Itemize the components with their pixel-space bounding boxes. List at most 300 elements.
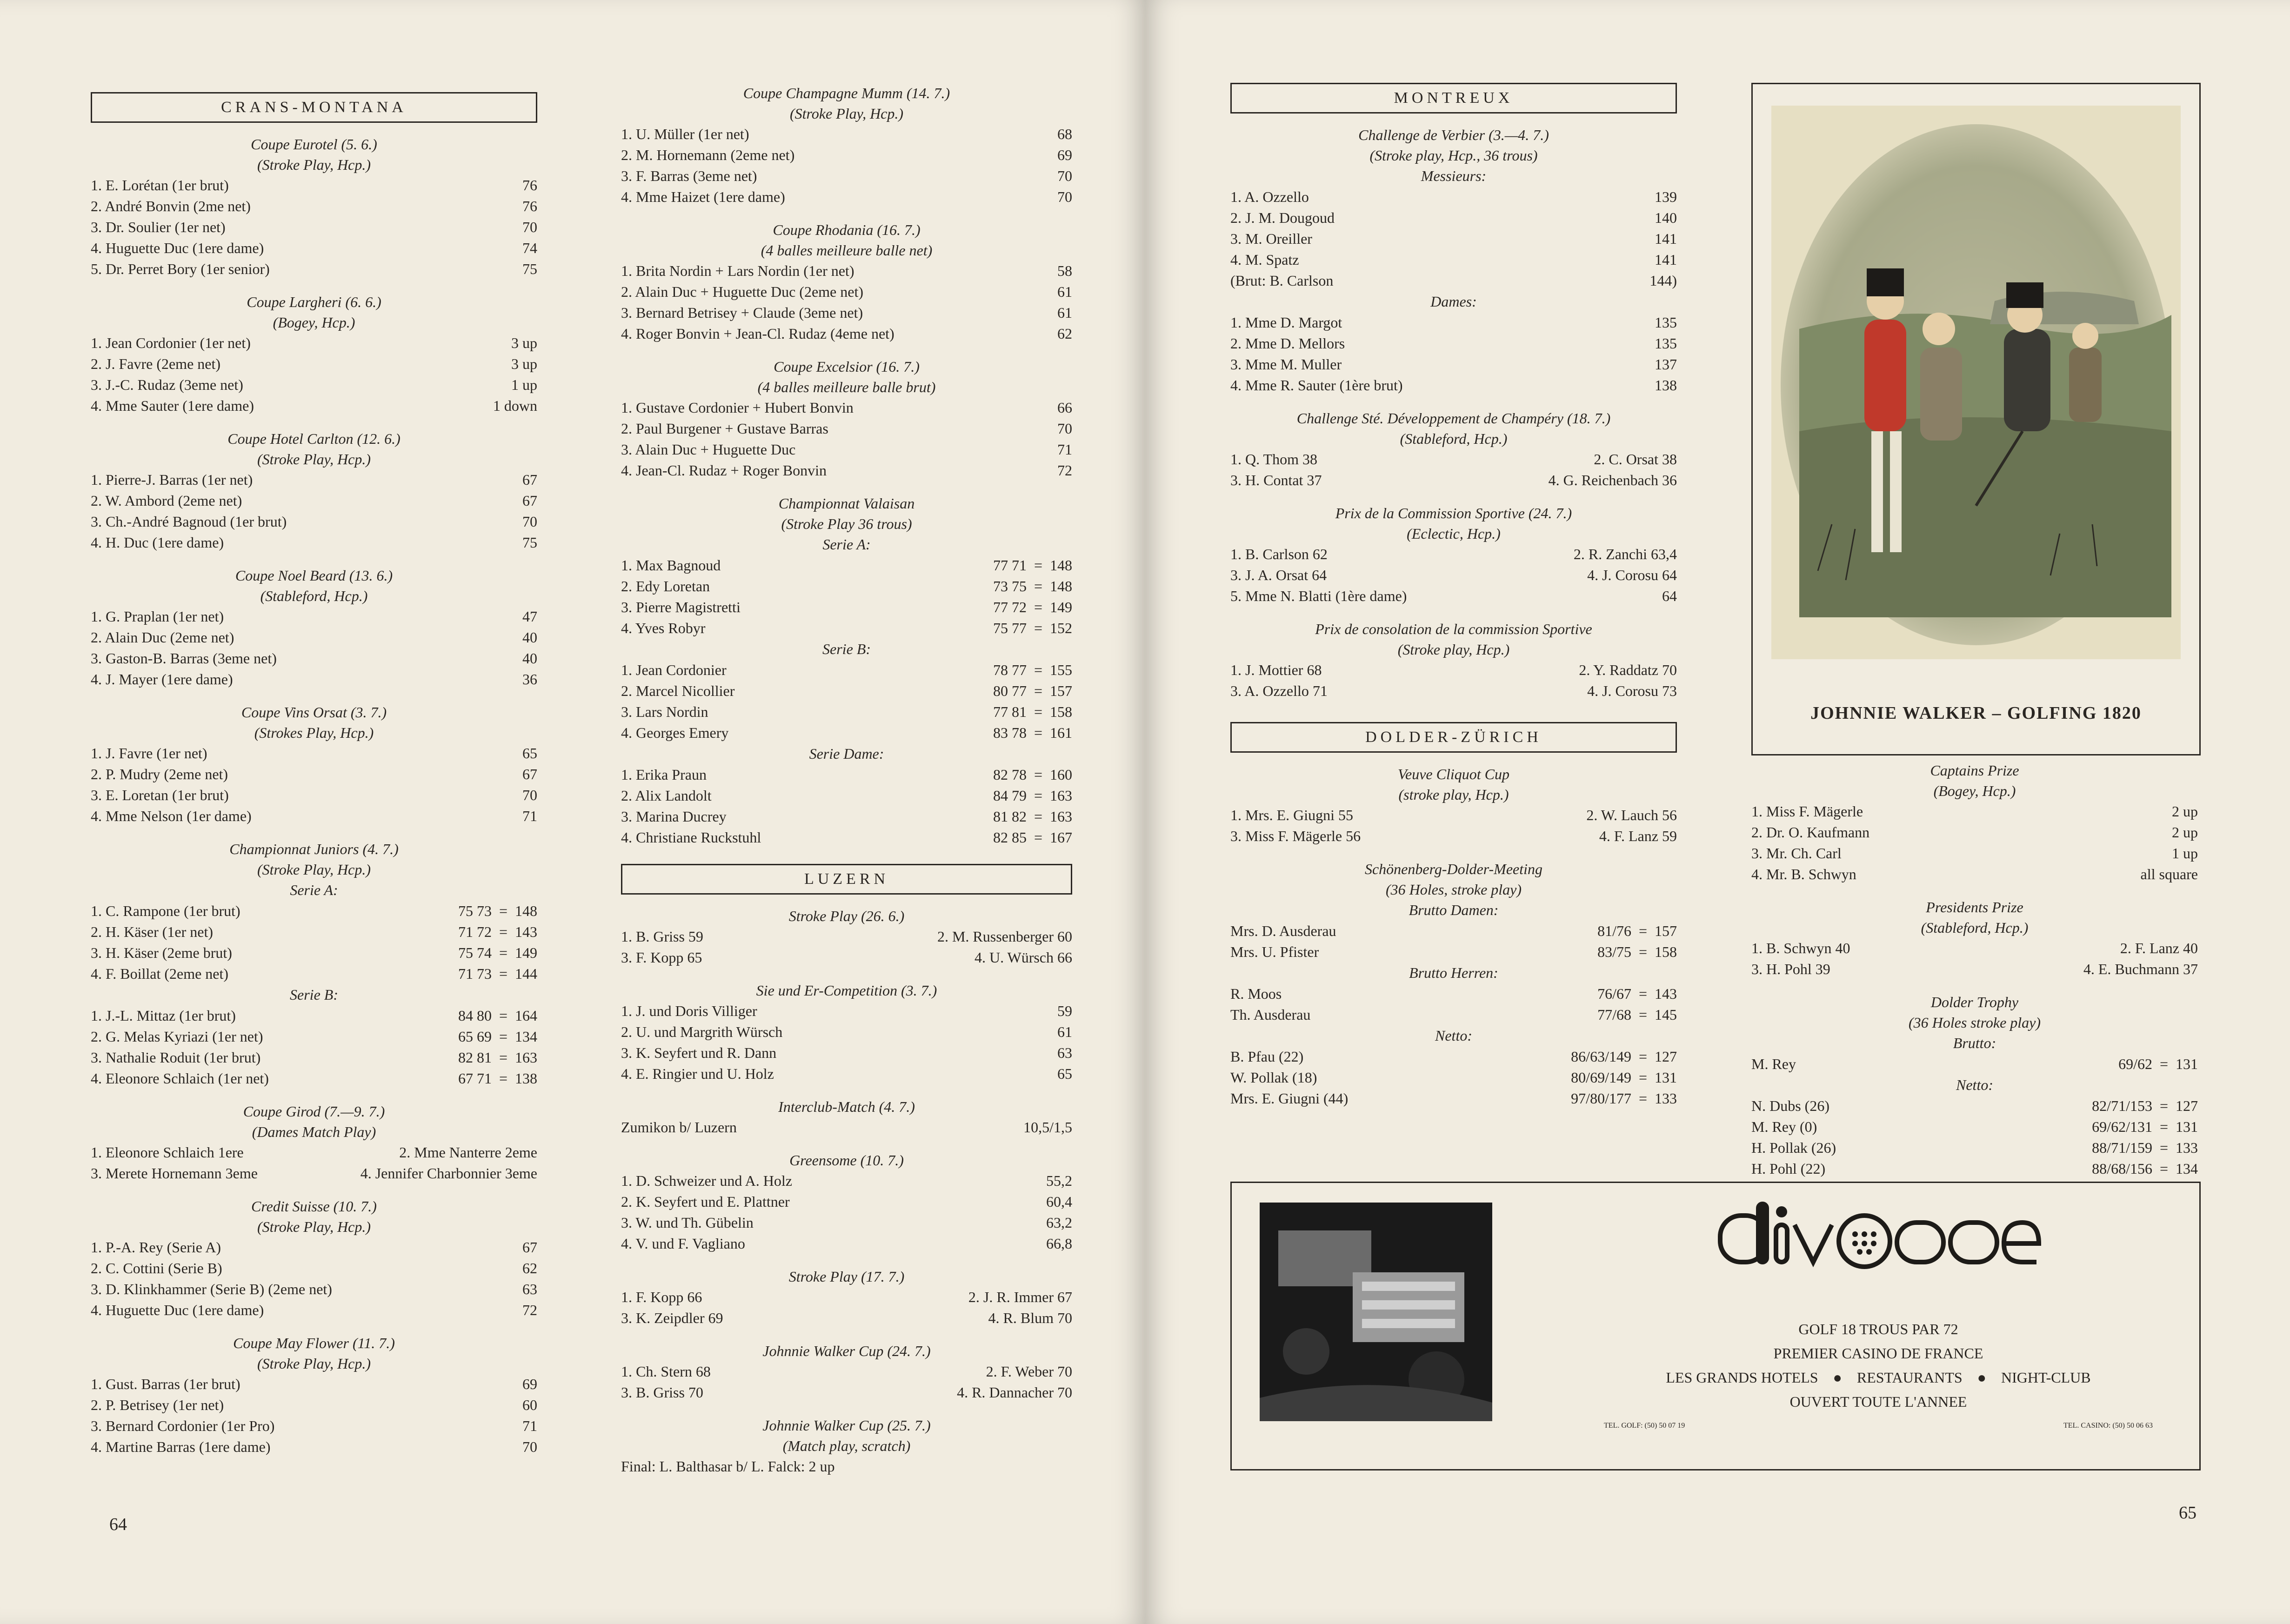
score: 61 <box>1057 283 1072 300</box>
player-name: 2. Edy Loretan <box>621 578 710 595</box>
result-row <box>621 1287 1072 1308</box>
result-block <box>621 344 1072 481</box>
result-block <box>1230 396 1677 491</box>
ad-feature-restaurants: RESTAURANTS <box>1856 1369 1963 1386</box>
score: 137 <box>1655 356 1677 373</box>
score: 4. J. Corosu 64 <box>1587 567 1677 583</box>
result-row <box>1230 565 1677 586</box>
score: 76/67 = 143 <box>1597 985 1677 1002</box>
competition-title: Veuve Cliquot Cup <box>1398 766 1509 782</box>
competition-format: (Stableford, Hcp.) <box>1921 919 2029 936</box>
player-name: 1. P.-A. Rey (Serie A) <box>91 1239 221 1256</box>
score: 78 77 = 155 <box>993 662 1072 678</box>
results-list <box>621 83 1072 848</box>
player-name: (Brut: B. Carlson <box>1230 272 1334 289</box>
result-block <box>621 1138 1072 1254</box>
score: 2. Y. Raddatz 70 <box>1579 662 1677 678</box>
result-row <box>1751 801 2198 822</box>
right-column-1 <box>1230 83 1677 1109</box>
player-name: 3. K. Seyfert und R. Dann <box>621 1044 777 1061</box>
score: 62 <box>522 1260 537 1276</box>
result-row <box>1230 544 1677 565</box>
player-name: 1. Q. Thom 38 <box>1230 451 1317 468</box>
score: 67 <box>522 766 537 782</box>
result-block <box>621 1084 1072 1138</box>
competition-title: Johnnie Walker Cup (24. 7.) <box>762 1343 931 1359</box>
player-name: 4. Christiane Ruckstuhl <box>621 829 761 846</box>
competition-format: (Stroke play, Hcp.) <box>1397 641 1510 658</box>
score: 3 up <box>511 334 537 351</box>
result-block <box>1230 962 1677 1025</box>
score: 65 69 = 134 <box>458 1028 537 1045</box>
score: 97/80/177 = 133 <box>1571 1090 1677 1107</box>
result-row <box>91 743 537 764</box>
player-name: Mrs. E. Giugni (44) <box>1230 1090 1349 1107</box>
player-name: 2. W. Ambord (2eme net) <box>91 492 242 509</box>
series-label: Brutto: <box>1953 1035 1996 1051</box>
result-block <box>621 639 1072 743</box>
result-row <box>91 354 537 374</box>
score: 70 <box>1057 420 1072 437</box>
player-name: 4. Jean-Cl. Rudaz + Roger Bonvin <box>621 462 827 479</box>
player-name: 4. Mme R. Sauter (1ère brut) <box>1230 377 1403 394</box>
player-name: 1. A. Ozzello <box>1230 188 1309 205</box>
player-name: 3. Marina Ducrey <box>621 808 727 825</box>
section-header-montreux: MONTREUX <box>1230 83 1677 114</box>
score: 59 <box>1057 1002 1072 1019</box>
player-name: 3. J. A. Orsat 64 <box>1230 567 1327 583</box>
player-name: N. Dubs (26) <box>1751 1097 1829 1114</box>
competition-title: Coupe Vins Orsat (3. 7.) <box>241 704 387 721</box>
competition-title: Schönenberg-Dolder-Meeting <box>1364 861 1543 877</box>
ad-feature-nightclub: NIGHT-CLUB <box>2001 1369 2091 1386</box>
player-name: 1. J. Mottier 68 <box>1230 662 1322 678</box>
result-row <box>1230 333 1677 354</box>
result-row <box>1230 470 1677 491</box>
competition-title: Coupe Rhodania (16. 7.) <box>773 221 921 238</box>
player-name: 3. Bernard Cordonier (1er Pro) <box>91 1417 275 1434</box>
result-row <box>621 1361 1072 1382</box>
result-row <box>91 238 537 259</box>
score: 61 <box>1057 304 1072 321</box>
player-name: 1. Ch. Stern 68 <box>621 1363 711 1380</box>
score: 77 72 = 149 <box>993 599 1072 615</box>
result-block <box>621 1254 1072 1329</box>
player-name: 2. André Bonvin (2me net) <box>91 198 251 214</box>
score: 63,2 <box>1046 1214 1072 1231</box>
score: 40 <box>522 650 537 667</box>
score: 4. J. Corosu 73 <box>1587 682 1677 699</box>
player-name: 4. J. Mayer (1ere dame) <box>91 671 233 688</box>
result-row <box>1230 1046 1677 1067</box>
result-block <box>91 1184 537 1321</box>
series-label: Serie B: <box>290 986 338 1003</box>
result-block <box>621 968 1072 1084</box>
player-name: 1. Pierre-J. Barras (1er net) <box>91 471 253 488</box>
player-name: M. Rey <box>1751 1056 1796 1072</box>
result-row <box>1230 1067 1677 1088</box>
score: 69 <box>1057 147 1072 163</box>
score: 55,2 <box>1046 1172 1072 1189</box>
golfing-illustration <box>1771 106 2181 659</box>
page-number: 64 <box>109 1515 127 1534</box>
score: 71 <box>522 1417 537 1434</box>
results-list <box>1230 764 1677 1109</box>
result-row <box>621 660 1072 681</box>
score: 63 <box>522 1281 537 1297</box>
result-block <box>1230 125 1677 291</box>
result-row <box>91 942 537 963</box>
result-row <box>1751 959 2198 980</box>
score: 67 <box>522 1239 537 1256</box>
score: 75 <box>522 261 537 277</box>
player-name: 4. Mme Haizet (1ere dame) <box>621 188 785 205</box>
result-row <box>621 764 1072 785</box>
score: 67 <box>522 471 537 488</box>
player-name: 1. Mrs. E. Giugni 55 <box>1230 807 1353 823</box>
player-name: 1. U. Müller (1er net) <box>621 126 749 142</box>
competition-title: Coupe Hotel Carlton (12. 6.) <box>227 430 401 447</box>
player-name: 5. Mme N. Blatti (1ère dame) <box>1230 588 1407 604</box>
player-name: 1. Brita Nordin + Lars Nordin (1er net) <box>621 262 855 279</box>
result-row <box>621 597 1072 618</box>
player-name: 3. H. Käser (2eme brut) <box>91 944 232 961</box>
result-row <box>1751 864 2198 885</box>
score: 77/68 = 145 <box>1597 1006 1677 1023</box>
result-row <box>91 1416 537 1437</box>
competition-format: (36 Holes stroke play) <box>1908 1014 2041 1031</box>
player-name: 3. Mr. Ch. Carl <box>1751 845 1842 862</box>
score: 75 73 = 148 <box>458 902 537 919</box>
competition-title: Interclub-Match (4. 7.) <box>778 1098 915 1115</box>
score: 80/69/149 = 131 <box>1571 1069 1677 1086</box>
score: 2. M. Russenberger 60 <box>937 928 1072 945</box>
result-row <box>621 722 1072 743</box>
bullet-icon: ● <box>1833 1369 1842 1386</box>
result-row <box>91 1142 537 1163</box>
result-row <box>621 947 1072 968</box>
competition-format: (Match play, scratch) <box>782 1437 911 1454</box>
competition-title: Stroke Play (26. 6.) <box>788 908 905 924</box>
player-name: B. Pfau (22) <box>1230 1048 1304 1065</box>
result-row <box>91 806 537 827</box>
player-name: Final: L. Balthasar b/ L. Falck: 2 up <box>621 1458 835 1475</box>
player-name: 1. J. Favre (1er net) <box>91 745 207 762</box>
player-name: 4. Mme Sauter (1ere dame) <box>91 397 254 414</box>
score: 67 71 = 138 <box>458 1070 537 1087</box>
player-name: M. Rey (0) <box>1751 1118 1817 1135</box>
result-row <box>91 469 537 490</box>
series-label: Netto: <box>1956 1076 1993 1093</box>
player-name: 3. H. Contat 37 <box>1230 472 1322 488</box>
result-row <box>1230 826 1677 847</box>
result-row <box>621 281 1072 302</box>
result-row <box>91 1279 537 1300</box>
competition-title: Prix de consolation de la commission Sportive <box>1315 621 1592 637</box>
result-row <box>621 1001 1072 1022</box>
player-name: 4. M. Spatz <box>1230 251 1299 268</box>
result-row <box>1230 207 1677 228</box>
score: 65 <box>1057 1065 1072 1082</box>
series-label: Messieurs: <box>1421 167 1487 184</box>
player-name: H. Pohl (22) <box>1751 1160 1826 1177</box>
score: 2 up <box>2172 803 2198 820</box>
competition-format: (Stroke Play, Hcp.) <box>257 156 371 173</box>
player-name: 1. E. Lorétan (1er brut) <box>91 177 229 194</box>
score: 70 <box>1057 167 1072 184</box>
player-name: 3. Lars Nordin <box>621 703 708 720</box>
section-header-crans-montana: CRANS-MONTANA <box>91 92 537 123</box>
player-name: 2. J. Favre (2eme net) <box>91 355 221 372</box>
result-row <box>91 606 537 627</box>
score: 4. F. Lanz 59 <box>1599 828 1677 844</box>
score: 69/62 = 131 <box>2118 1056 2198 1072</box>
competition-title: Challenge Sté. Développement de Champéry (18. 7.) <box>1296 410 1611 427</box>
score: 40 <box>522 629 537 646</box>
ad-phones <box>1595 1414 2162 1438</box>
score: 63 <box>1057 1044 1072 1061</box>
player-name: 1. B. Carlson 62 <box>1230 546 1328 562</box>
score: 83/75 = 158 <box>1597 943 1677 960</box>
score: 71 <box>522 808 537 824</box>
player-name: 3. Miss F. Mägerle 56 <box>1230 828 1361 844</box>
result-row <box>91 648 537 669</box>
result-row <box>1751 822 2198 843</box>
result-row <box>91 764 537 785</box>
result-row <box>621 806 1072 827</box>
results-list <box>621 906 1072 1477</box>
ad-line-golf: GOLF 18 TROUS PAR 72 <box>1798 1321 1958 1337</box>
competition-title: Coupe May Flower (11. 7.) <box>233 1335 395 1351</box>
competition-title: Credit Suisse (10. 7.) <box>251 1198 377 1215</box>
player-name: 4. Georges Emery <box>621 724 729 741</box>
result-row <box>1230 228 1677 249</box>
score: 75 74 = 149 <box>458 944 537 961</box>
player-name: 2. Paul Burgener + Gustave Barras <box>621 420 828 437</box>
series-label: Serie A: <box>822 536 871 553</box>
competition-title: Coupe Eurotel (5. 6.) <box>251 136 377 153</box>
player-name: Mrs. U. Pfister <box>1230 943 1319 960</box>
score: 86/63/149 = 127 <box>1571 1048 1677 1065</box>
player-name: 4. Eleonore Schlaich (1er net) <box>91 1070 269 1087</box>
score: 141 <box>1655 251 1677 268</box>
result-row <box>91 333 537 354</box>
score: 66,8 <box>1046 1235 1072 1252</box>
player-name: W. Pollak (18) <box>1230 1069 1317 1086</box>
player-name: 3. F. Kopp 65 <box>621 949 702 966</box>
competition-format: (Bogey, Hcp.) <box>1933 782 2016 799</box>
result-row <box>91 627 537 648</box>
result-row <box>91 901 537 922</box>
result-row <box>621 302 1072 323</box>
series-label: Serie Dame: <box>809 745 884 762</box>
result-block <box>1230 291 1677 396</box>
player-name: 3. Pierre Magistretti <box>621 599 741 615</box>
player-name: 4. Huguette Duc (1ere dame) <box>91 1302 264 1318</box>
score: 66 <box>1057 399 1072 416</box>
player-name: 4. Mme Nelson (1er dame) <box>91 808 252 824</box>
score: 62 <box>1057 325 1072 342</box>
divonne-logo <box>1716 1202 2041 1271</box>
player-name: 1. B. Schwyn 40 <box>1751 940 1850 956</box>
left-column-2 <box>621 83 1072 1477</box>
player-name: 3. H. Pohl 39 <box>1751 961 1830 977</box>
score: 69/62/131 = 131 <box>2092 1118 2198 1135</box>
player-name: 3. W. und Th. Gübelin <box>621 1214 754 1231</box>
score: 61 <box>1057 1023 1072 1040</box>
score: 2. W. Lauch 56 <box>1586 807 1677 823</box>
player-name: 4. Huguette Duc (1ere dame) <box>91 240 264 256</box>
score: all square <box>2140 866 2198 882</box>
ad-features <box>1595 1365 2162 1390</box>
score: 70 <box>522 787 537 803</box>
player-name: 4. Roger Bonvin + Jean-Cl. Rudaz (4eme net) <box>621 325 895 342</box>
score: 141 <box>1655 230 1677 247</box>
result-row <box>91 963 537 984</box>
score: 75 77 = 152 <box>993 620 1072 636</box>
player-name: 2. K. Seyfert und E. Plattner <box>621 1193 790 1210</box>
score: 1 up <box>2172 845 2198 862</box>
score: 77 81 = 158 <box>993 703 1072 720</box>
score: 135 <box>1655 314 1677 331</box>
player-name: 2. Dr. O. Kaufmann <box>1751 824 1870 841</box>
competition-format: (stroke play, Hcp.) <box>1398 786 1509 803</box>
result-row <box>621 681 1072 702</box>
competition-title: Coupe Girod (7.—9. 7.) <box>243 1103 385 1120</box>
result-row <box>1230 270 1677 291</box>
player-name: 4. V. und F. Vagliano <box>621 1235 745 1252</box>
result-row <box>91 217 537 238</box>
result-row <box>621 261 1072 281</box>
result-row <box>1230 586 1677 607</box>
score: 72 <box>1057 462 1072 479</box>
result-row <box>621 1212 1072 1233</box>
result-block <box>621 1329 1072 1403</box>
result-row <box>621 926 1072 947</box>
score: 58 <box>1057 262 1072 279</box>
competition-format: (36 Holes, stroke play) <box>1385 881 1522 898</box>
result-row <box>91 922 537 942</box>
tel-golf: TEL. GOLF: (50) 50 07 19 <box>1604 1422 1685 1430</box>
result-block <box>1751 980 2198 1075</box>
result-row <box>1230 249 1677 270</box>
player-name: 2. P. Mudry (2eme net) <box>91 766 228 782</box>
result-row <box>621 418 1072 439</box>
result-row <box>621 397 1072 418</box>
score: 36 <box>522 671 537 688</box>
competition-title: Prix de la Commission Sportive (24. 7.) <box>1335 505 1572 521</box>
tel-casino: TEL. CASINO: (50) 50 06 63 <box>2063 1422 2153 1430</box>
score: 67 <box>522 492 537 509</box>
ad-line-open: OUVERT TOUTE L'ANNEE <box>1789 1393 1967 1410</box>
competition-title: Dolder Trophy <box>1930 994 2019 1010</box>
result-row <box>1230 805 1677 826</box>
result-block <box>1230 1025 1677 1109</box>
result-row <box>91 1395 537 1416</box>
player-name: 1. Jean Cordonier <box>621 662 727 678</box>
competition-format: (Stroke Play, Hcp.) <box>257 451 371 468</box>
result-row <box>91 669 537 690</box>
player-name: 4. F. Boillat (2eme net) <box>91 965 229 982</box>
result-block <box>91 1089 537 1184</box>
player-name: Zumikon b/ Luzern <box>621 1119 737 1136</box>
score: 80 77 = 157 <box>993 682 1072 699</box>
result-row <box>1230 681 1677 702</box>
player-name: 2. H. Käser (1er net) <box>91 923 213 940</box>
result-row <box>1751 843 2198 864</box>
result-block <box>1230 764 1677 847</box>
competition-format: (Eclectic, Hcp.) <box>1407 525 1501 542</box>
result-row <box>621 1233 1072 1254</box>
result-row <box>621 1191 1072 1212</box>
result-block <box>621 743 1072 848</box>
competition-format: (Stroke Play, Hcp.) <box>257 1218 371 1235</box>
player-name: 3. D. Klinkhammer (Serie B) (2eme net) <box>91 1281 332 1297</box>
player-name: 1. Eleonore Schlaich 1ere <box>91 1144 244 1161</box>
results-list <box>91 134 537 1457</box>
result-row <box>621 702 1072 722</box>
competition-title: Coupe Largheri (6. 6.) <box>247 294 381 310</box>
result-row <box>621 576 1072 597</box>
competition-title: Sie und Er-Competition (3. 7.) <box>756 982 937 999</box>
player-name: 1. C. Rampone (1er brut) <box>91 902 240 919</box>
result-row <box>1230 983 1677 1004</box>
result-row <box>621 323 1072 344</box>
result-row <box>1230 1088 1677 1109</box>
result-row <box>91 395 537 416</box>
score: 69 <box>522 1376 537 1392</box>
player-name: 3. A. Ozzello 71 <box>1230 682 1328 699</box>
player-name: 4. Yves Robyr <box>621 620 706 636</box>
player-name: 2. M. Hornemann (2eme net) <box>621 147 795 163</box>
result-row <box>1751 1158 2198 1179</box>
result-block <box>1751 885 2198 980</box>
score: 64 <box>1662 588 1677 604</box>
player-name: 3. Dr. Soulier (1er net) <box>91 219 226 235</box>
score: 140 <box>1655 209 1677 226</box>
player-name: 3. Mme M. Muller <box>1230 356 1342 373</box>
player-name: 3. Merete Hornemann 3eme <box>91 1165 258 1182</box>
score: 2. F. Lanz 40 <box>2120 940 2198 956</box>
score: 70 <box>522 1438 537 1455</box>
score: 81/76 = 157 <box>1597 922 1677 939</box>
score: 71 <box>1057 441 1072 458</box>
result-block <box>91 984 537 1089</box>
competition-title: Greensome (10. 7.) <box>789 1152 904 1169</box>
left-column-1 <box>91 92 537 1457</box>
score: 84 79 = 163 <box>993 787 1072 804</box>
result-row <box>1230 921 1677 942</box>
result-row <box>91 1163 537 1184</box>
score: 4. R. Dannacher 70 <box>957 1384 1072 1401</box>
competition-title: Coupe Champagne Mumm (14. 7.) <box>743 85 950 101</box>
competition-format: (Dames Match Play) <box>252 1123 376 1140</box>
score: 70 <box>522 513 537 530</box>
competition-format: (Stroke play, Hcp., 36 trous) <box>1369 147 1538 164</box>
illustration-frame <box>1751 83 2201 755</box>
right-column-2 <box>1751 760 2198 1179</box>
result-row <box>621 618 1072 639</box>
series-label: Brutto Damen: <box>1409 902 1499 918</box>
result-row <box>91 259 537 280</box>
result-row <box>621 145 1072 166</box>
result-row <box>91 374 537 395</box>
result-row <box>1230 187 1677 207</box>
score: 1 up <box>511 376 537 393</box>
score: 144) <box>1649 272 1677 289</box>
result-row <box>1230 1004 1677 1025</box>
player-name: 3. F. Barras (3eme net) <box>621 167 757 184</box>
